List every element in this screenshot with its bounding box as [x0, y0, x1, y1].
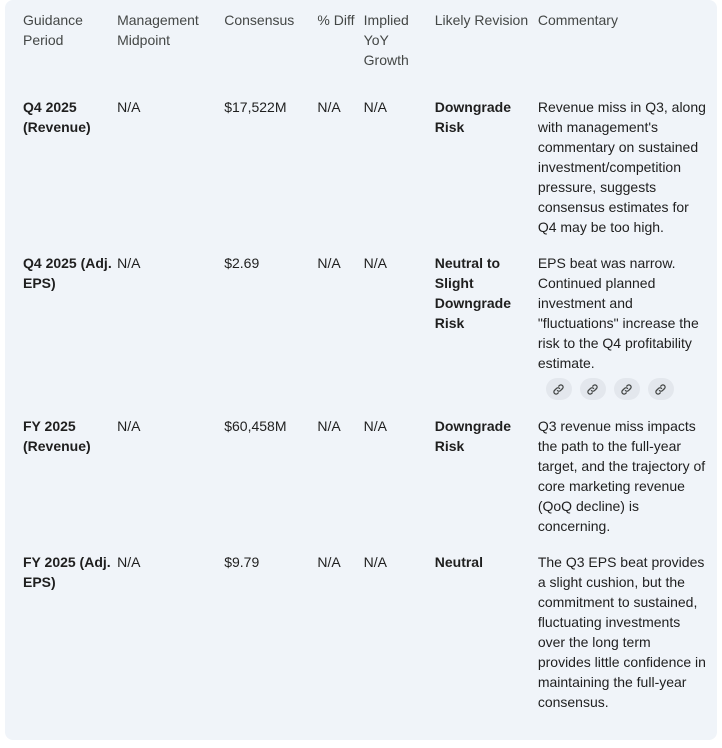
commentary-text: EPS beat was narrow. Continued planned investment and "fluctuations" increase the risk to the Q4 profitability estimate.	[537, 255, 699, 371]
header-commentary: Commentary	[537, 12, 618, 28]
consensus-cell: $2.69	[224, 255, 260, 271]
link-icon[interactable]	[580, 378, 606, 400]
consensus-cell: $60,458M	[224, 418, 287, 434]
table-header-row	[10, 10, 717, 97]
period-cell: Q4 2025 (Adj. EPS)	[23, 255, 112, 291]
guidance-table	[10, 10, 717, 728]
diff-cell: N/A	[317, 418, 341, 434]
header-pct-diff: % Diff	[317, 12, 355, 28]
revision-cell: Neutral to Slight Downgrade Risk	[434, 255, 511, 331]
commentary-cell: Q3 revenue miss impacts the path to the full-year target, and the trajectory of core marketing revenue (QoQ decline) is concerning.	[537, 418, 706, 534]
revision-cell: Downgrade Risk	[434, 418, 511, 454]
table-row	[10, 552, 717, 728]
header-likely-revision: Likely Revision	[434, 12, 529, 28]
period-cell: FY 2025 (Revenue)	[23, 418, 91, 454]
consensus-cell: $17,522M	[224, 99, 287, 115]
midpoint-cell: N/A	[117, 554, 141, 570]
header-management-midpoint: Management Midpoint	[117, 12, 199, 48]
link-icon[interactable]	[614, 378, 640, 400]
revision-cell: Downgrade Risk	[434, 99, 511, 135]
commentary-cell: Revenue miss in Q3, along with management's commentary on sustained investment/competition pressure, suggests consensus estimates for Q4 may be too high.	[537, 99, 706, 235]
diff-cell: N/A	[317, 99, 341, 115]
commentary-cell	[538, 253, 717, 416]
citation-chips	[538, 378, 707, 400]
diff-cell: N/A	[317, 554, 341, 570]
yoy-cell: N/A	[363, 255, 387, 271]
table-row	[10, 253, 717, 416]
midpoint-cell: N/A	[117, 418, 141, 434]
link-icon[interactable]	[546, 378, 572, 400]
revision-cell: Neutral	[434, 554, 483, 570]
midpoint-cell: N/A	[117, 255, 141, 271]
header-consensus: Consensus	[224, 12, 295, 28]
yoy-cell: N/A	[363, 99, 387, 115]
table-row	[10, 416, 717, 552]
period-cell: Q4 2025 (Revenue)	[23, 99, 91, 135]
consensus-cell: $9.79	[224, 554, 260, 570]
diff-cell: N/A	[317, 255, 341, 271]
table-row	[10, 97, 717, 253]
response-panel	[5, 0, 717, 740]
yoy-cell: N/A	[363, 554, 387, 570]
yoy-cell: N/A	[363, 418, 387, 434]
header-guidance-period: Guidance Period	[23, 12, 83, 48]
header-implied-yoy: Implied YoY Growth	[363, 12, 409, 68]
midpoint-cell: N/A	[117, 99, 141, 115]
commentary-cell: The Q3 EPS beat provides a slight cushion, but the commitment to sustained, fluctuating investments over the long term provides little confidence in maintaining the full-year consensus.	[537, 554, 706, 710]
link-icon[interactable]	[648, 378, 674, 400]
period-cell: FY 2025 (Adj. EPS)	[23, 554, 111, 590]
